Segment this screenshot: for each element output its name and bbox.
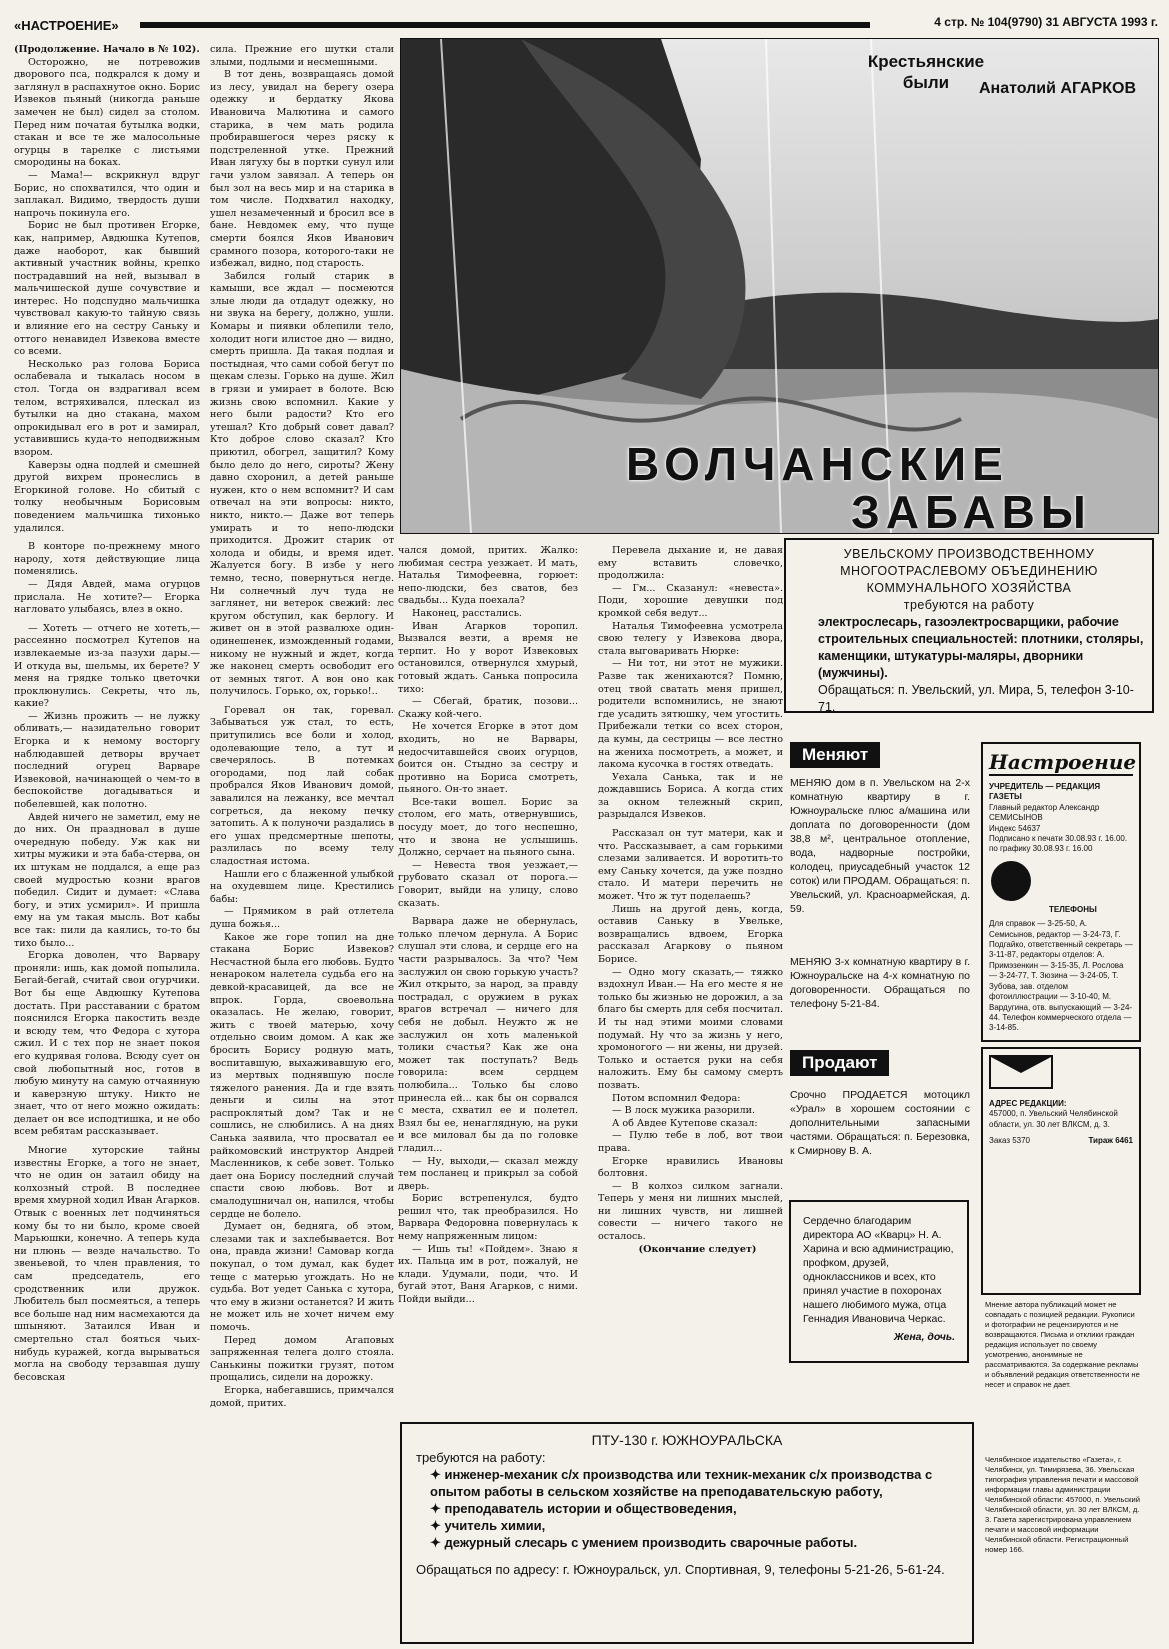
paragraph: чался домой, притих. Жалко: любимая сестра уезжает. И мать, Наталья Тимофеевна, горюет: непо-людски, без сватов, без свадьбы... Куда поехала? xyxy=(398,545,578,607)
continuation-note: (Продолжение. Начало в № 102). xyxy=(14,44,200,55)
paragraph: Многие хуторские тайны известны Егорке, а того не знает, что не один он затаил обиду на колхозный строй. В последнее время хмурной ходил Иван Агарков. Отвык с военных лет подчиняться кому бы то ни было, кроме своей Марьюшки, конечно. А теперь куда ни плюнь — везде начальство. То звеньевой, то член правления, то сам председатель, его сродственник или дружок. Любитель был посмеяться, а теперь все больше над ним насмехаются да шпыняют. Затаился Иван и смертельно стал бояться чьих-нибудь куражей, когда вырываться могла на свободу терзавшая душу бесовская xyxy=(14,1145,200,1383)
ad-line: МНОГООТРАСЛЕВОМУ ОБЪЕДИНЕНИЮ xyxy=(840,564,1098,578)
headline-line-2: ЗАБАВЫ xyxy=(851,486,1092,534)
paragraph: Наталья Тимофеевна усмотрела свою телегу у Извекова двора, стала выговаривать Нюрке: xyxy=(598,620,783,657)
paragraph: Егорка доволен, что Варвару проняли: ишь, как домой попылила. Бегай-бегай, считай свои огурчики. Вот бы еще Авдюшку Кутепова достать. При расставании с братом пояснился Егорка пакостить везде и всюду тем, что Федора с хутора сжил. И с тех пор не знает покоя его кудрявая голова. Всюду сует он свой любопытный нос, готов в любую минуту на самую отчаянную и каверзную штуку. Никто не знает, что от него можно ожидать: делает он все исподтишка, и не обо всем ребятам рассказывает. xyxy=(14,950,200,1138)
ptu-item: ✦ дежурный слесарь с умением производить сварочные работы. xyxy=(416,1534,958,1551)
paragraph: В конторе по-прежнему много народу, хотя действующие лица поменялись. xyxy=(14,541,200,578)
index: Индекс 54637 xyxy=(989,823,1041,833)
phones-title: ТЕЛЕФОНЫ xyxy=(1049,904,1097,914)
condolence-text: Сердечно благодарим директора АО «Кварц» Н. А. Харина и всю администрацию, профком, друзей, одноклассников и всех, кто принял участие в похоронах нашего любимого мужа, отца Геннадия Ивановича Черкас. xyxy=(803,1215,954,1325)
paragraph: — Ишь ты! «Пойдем». Знаю я их. Пальца им в рот, пожалуй, не клади. Удумали, поди, что. И бугай этот, Ваня Агарков, с ними. Пойди выйди... xyxy=(398,1243,578,1306)
address-label: АДРЕС РЕДАКЦИИ: xyxy=(989,1099,1067,1108)
issue-info: 4 стр. № 104(9790) 31 АВГУСТА 1993 г. xyxy=(934,15,1158,29)
paragraph: Борис встрепенулся, будто решил что, так преобразился. Но Варвара Федоровна повернулась к нему напряженным лицом: xyxy=(398,1193,578,1243)
ptu-item: ✦ инженер-механик с/х производства или техник-механик с/х производства с опытом работы в сельском хозяйстве на преподавательскую работу, xyxy=(416,1466,958,1500)
paragraph: Егорка, набегавшись, примчался домой, притих. xyxy=(210,1384,394,1409)
paragraph: Перед домом Агаповых запряженная телега долго стояла. Санькины пожитки грузят, потом прощались, сидели на дорожку. xyxy=(210,1334,394,1384)
story-column-2 xyxy=(210,44,394,1642)
paragraph: Уехала Санька, так и не дождавшись Бориса. А когда стих за окном тележный скрип, разрыдался Извеков. xyxy=(598,771,783,821)
address-box xyxy=(981,1047,1141,1295)
paragraph: Рассказал он тут матери, как и что. Рассказывает, а сам горькими слезами заливается. И воротить-то ему Саньку хочется, да уже поздно стало. И матери перечить не может. Что ж тут поделаешь? xyxy=(598,828,783,903)
author-name: Анатолий АГАРКОВ xyxy=(978,80,1136,97)
editorial-notes: Мнение автора публикаций может не совпадать с позицией редакции. Рукописи и фотографии не рецензируются и не возвращаются. Письма и отклики граждан редакция использует по своему усмотрению, анонимные не рассматриваются. За содержание рекламы и объявлений редакция ответственности не несет и справок не дает. xyxy=(985,1300,1140,1389)
ptu-item: ✦ учитель химии, xyxy=(416,1517,958,1534)
signed-date: Подписано к печати 30.08.93 г. 16.00. xyxy=(989,834,1128,844)
story-column-4 xyxy=(598,545,783,1390)
paragraph: В тот день, возвращаясь домой из лесу, увидал на берегу озера одежку и бердатку Якова Ивановича Малютина и самого старика, в чем мать родила пробиравшегося через ряску к подстреленной утке. Прежний Иван лягуху бы в портки сунул или гачи узлом завязал. А теперь он был зол на весь мир и на старика в том числе. Подхватил находку, ушел незамеченный и бросил все в бане. Невдомек ему, что пуще смерти боялся Яков Иванович срамного позора, которого-таки не избежал, видно, под старость. xyxy=(210,69,394,270)
paragraph: Все-таки вошел. Борис за столом, его мать, отвернувшись, посуду моет, до того неспешно, что и звона не услышишь. Должно, серчает на пьяного сына. xyxy=(398,796,578,859)
job-list: электрослесарь, газоэлектросварщики, рабочие строительных специальностей: плотники, столяры, каменщики, штукатуры-маляры, дворники (мужчины). xyxy=(818,615,1144,680)
paragraph: — Ни тот, ни этот не мужики. Разве так женихаются? Помню, отец твой сватать меня пришел, родители вспомнились, не знают где усадить зятюшку, чем угостить. Прибежали тетки со всех сторон, да кумы, да сестрицы — все лестно на жениха посмотреть, а может, и лакома кусочка в гостях отведать. xyxy=(598,658,783,771)
paragraph: — Дядя Авдей, мама огурцов прислала. Не хотите?— Егорка нагловато улыбаясь, влез в окно. xyxy=(14,578,200,616)
paragraph: Не хочется Егорке в этот дом входить, но не Варвары, недосчитавшейся своих огурцов, боится он. Стыдно за сестру и противно на Бориса смотреть, пьяного. Он-то знает. xyxy=(398,721,578,796)
publisher-info: Челябинское издательство «Газета», г. Челябинск, ул. Тимирязева, 36. Увельская типография управления печати и массовой информации главы администрации Челябинской области: 457000, п. Увельский Челябинской области, ул. 30 лет ВЛКСМ, д. 3. Газета зарегистрирована управлением печати и массовой информации Челябинской области. Регистрационный номер 166. xyxy=(985,1455,1140,1554)
newspaper-logo: Настроение xyxy=(989,750,1137,774)
story-column-3 xyxy=(398,545,578,1390)
print-info xyxy=(989,1136,1133,1146)
paragraph: Думает он, бедняга, об этом, слезами так и захлебывается. Вот она, правда жизни! Самовар когда покупал, о том думал, как будет теще с матерью угождать. Но не судьба. Вот уедет Санька с хутора, что ему в жизни останется? И жить не может иль не хочет ничем ему помочь. xyxy=(210,1221,394,1333)
paragraph: Забился голый старик в камыши, все ждал — посмеются злые люди да отдадут одежку, но ни звука на берегу, должно, ушли. Комары и пиявки облепили тело, холодит ноги илистое дно — видно, смерть пришла. Да такая подлая и постыдная, что сами собой бегут по щекам слезы. Горько на душе. Жил в грязи и умирает в болоте. Всю жизнь свою вспомнил. Какие у него были радости? Кто его утешал? Кто добрый совет давал? Кто доброе слово сказал? Кто приютил, обогрел, защитил? Кому было дело до него, сироты? Жену давно схоронил, а детей раньше нужен, кто о нем вспомнит? И сам отвечал на эти вопросы: никто, никто, никто.— Даже вот теперь умирать и то непо-людски приходится. Дрожит старик от холода и обиды, и время идет. Жалуется богу. В избе у него темно, тесно, повернуться негде. Ни солнечный луч туда не заглянет, ни ветерок свежий: лес кругом обступил, как берлогу. И живет он в этой развалюхе один-одинешенек, изможденный годами, никому не нужный и ждет, когда же наконец смерть освободит его от земных тягот. А вон оно как получилось. Горько, ох, горько!.. xyxy=(210,270,394,698)
ptu-title: ПТУ-130 г. ЮЖНОУРАЛЬСКА xyxy=(591,1432,783,1448)
paragraph: — Пулю тебе в лоб, вот твои права. xyxy=(598,1130,783,1154)
ad-line: УВЕЛЬСКОМУ ПРОИЗВОДСТВЕННОМУ xyxy=(843,547,1095,561)
paragraph: — В колхоз силком загнали. Теперь у меня ни лишних мыслей, ни лишних чувств, ни лишней совести — ничего такого не осталось. xyxy=(598,1180,783,1243)
rubric-title: Крестьянские были xyxy=(867,52,985,92)
paragraph: Потом вспомнил Федора: xyxy=(612,1092,741,1104)
telephone-icon xyxy=(991,861,1031,901)
paragraph: — Невеста твоя уезжает,— грубовато сказал от порога.— Говорит, выйди на улицу, слово сказать. xyxy=(398,859,578,909)
landscape-photo xyxy=(400,38,1159,534)
ad-contact: Обращаться: п. Увельский, ул. Мира, 5, телефон 3-10-71. xyxy=(818,683,1134,714)
paragraph: — В лоск мужика разорили. xyxy=(612,1105,756,1117)
paragraph: сила. Прежние его шутки стали злыми, подлыми и несмешными. xyxy=(210,44,394,68)
paragraph: — Одно могу сказать,— тяжко вздохнул Иван.— На его месте я не только бы жизнью не дорожил, а за благо бы смерть для себя посчитал. И ты над этими моими словами подумай. Ну что за жизнь у него, хромоногого — ни жены, ни друзей. Только и остается руки на себя наложить. Ему бы самому смерть позвать. xyxy=(598,966,783,1091)
paragraph: — Прямиком в рай отлетела душа божья... xyxy=(210,906,394,930)
paragraph: Варвара даже не обернулась, только плечом дернула. А Борис слушал эти слова, и сердце его на части разрывалось. За что? Чем заслужил он свою горькую участь? Жил открыто, за народ, за правду пострадал, с оружием в руках врагов встречал — ничего для себя не добыл. Неужто ж не заслужил он хоть маленькой толики счастья? Как же она может так поступать? Ведь говорила: всем сердцем полюбила... Только бы слово принесла ей... как бы он сорвался с места, схватил ее и полетел. Взял бы ее, ненаглядную, на руки и все миловал бы да по головке гладил... xyxy=(398,916,578,1154)
paragraph: Каверзы одна подлей и смешней другой вихрем пронеслись в Егоркиной голове. Но сбитый с толку необычным Борисовым поведением мальчишка тихонько удалился. xyxy=(14,459,200,534)
paragraph: Авдей ничего не заметил, ему не до них. Он праздновал в душе очередную победу. Уж как ни хитры мужики и эта баба-стерва, он их штукам не поддался, а еще раз своей мудростью козни врагов победил. Сидит и думает: «Слава богу, и этих усмирил». И пришла ему на ум такая мысль. Вот кабы все так: пили да каялись, то-то бы тихо было... xyxy=(14,811,200,949)
sell-tag: Продают xyxy=(790,1050,889,1076)
paragraph: — Гм... Сказанул: «невеста». Поди, хорошие девушки под кромкой себя ведут... xyxy=(598,582,783,619)
ptu-intro: требуются на работу: xyxy=(416,1450,546,1465)
paragraph: Наконец, расстались. xyxy=(412,607,522,619)
exchange-ad-2: МЕНЯЮ 3-х комнатную квартиру в г. Южноуральске на 4-х комнатную по договоренности. Обращаться по телефону 5-21-84. xyxy=(790,956,970,1010)
headline-line-1: ВОЛЧАНСКИЕ xyxy=(626,438,1009,490)
paragraph: А об Авдее Кутепове сказал: xyxy=(612,1117,758,1129)
ad-line: КОММУНАЛЬНОГО ХОЗЯЙСТВА xyxy=(866,581,1072,595)
paragraph: Перевела дыхание и, не давая ему вставить словечко, продолжила: xyxy=(598,545,783,582)
paragraph: — Ну, выходи,— сказал между тем посланец и прикрыл за собой дверь. xyxy=(398,1155,578,1192)
paragraph: — Сбегай, братик, позови... Скажу кой-чего. xyxy=(398,696,578,720)
paragraph: Горевал он так, горевал. Забываться уж стал, то есть, притупились все боли и холод, одолевающие тело, а тут и свечерялось. В потемках огородами, под лай собак пробрался Яков Иванович домой, завалился на лежанку, все мечтал согреться, да некому печку затопить. А к полуночи раздались в его ушах предсмертные шепоты, разлилась по всему телу сладостная истома. xyxy=(210,704,394,867)
exchange-ad-1: МЕНЯЮ дом в п. Увельском на 2-х комнатную квартиру в г. Южноуральске плюс а/машина или доплата по договоренности (дом 38,8 м², центральное отопление, вода, надворные постройки, колодец, приусадебный участок 12 соток) или ПРОДАМ. Обращаться: п. Увельский, ул. Красноармейская, д. 59. xyxy=(790,777,971,915)
address-text: 457000, п. Увельский Челябинской области, ул. 30 лет ВЛКСМ, д. 3. xyxy=(989,1109,1118,1129)
condolence-signature: Жена, дочь. xyxy=(893,1331,955,1343)
story-column-1 xyxy=(14,44,200,1642)
job-ad-ptu xyxy=(400,1422,974,1644)
condolence-ad xyxy=(789,1200,969,1363)
phones-list: Для справок — 3-25-50, А. Семисынов, редактор — 3-24-73, Г. Подгайко, ответственный секретарь — 3-11-87, редакторы отделов: А. Примэзенкин — 3-15-35, Л. Рослова — 3-24-77, Т. Зюзина — 3-24-05, Т. Зубова, зав. отделом фотоиллюстрации — 3-10-40, М. Вардугина, отв. выпускающий — 3-24-44. Телефон коммерческого отдела — 3-14-85. xyxy=(989,919,1133,1033)
paragraph: Осторожно, не потревожив дворового пса, подкрался к дому и заглянул в распахнутое окно. Борис Извеков пьяный (никогда раньше замечен не был) сидел за столом. Перед ним початая бутылка водки, стакан и все те же малосольные огурцы в тарелке с листьями смородины на боках. xyxy=(14,56,200,169)
paragraph: — Мама!— вскрикнул вдруг Борис, но спохватился, что один и заплакал. Видимо, твердость души напрочь покинула его. xyxy=(14,169,200,219)
job-ad-utility xyxy=(784,538,1154,713)
ad-line: требуются на работу xyxy=(903,598,1035,612)
schedule: по графику 30.08.93 г. 16.00 xyxy=(989,844,1093,854)
to-be-continued: (Окончание следует) xyxy=(638,1243,757,1255)
paragraph: Несколько раз голова Бориса ослабевала и тыкалась носом в стол. Тогда он вздрагивал всем телом, встряхивался, плескал из бутылки на дно стакана, махом опрокидывал его в рот и замирал, уставившись куда-то неподвижным взором. xyxy=(14,358,200,458)
founder: УЧРЕДИТЕЛЬ — РЕДАКЦИЯ ГАЗЕТЫ xyxy=(989,782,1101,802)
section-name: «НАСТРОЕНИЕ» xyxy=(14,18,119,33)
ptu-item: ✦ преподаватель истории и обществоведения, xyxy=(416,1500,958,1517)
paragraph: Какое же горе топил на дне стакана Борис Извеков? Несчастной была его любовь. Будто ненароком налетела судьба его на девкой-красавицей, да все не впрок. Горда, своевольна оказалась. Не желаю, говорит, жить с твоей матерью, хочу отдельно своим домом. А как же бросить Борису родную мать, воспитавшую, выхаживавшую его, из мертвых поднявшую после тяжелого ранения. Да и где взять деньги и силы на этот распроклятый дом? Так и не сошлись, не слюбились. А на днях Санька заявила, что просватал ее райкомовский инструктор Андрей Масленников, к себе зовет. Только дает она Борису последний случай спасти свою любовь. Вот и смалодушничал он, напился, чтобы сердце не болело. xyxy=(210,931,394,1220)
paragraph: Егорке нравились Ивановы болтовня. xyxy=(598,1155,783,1180)
paragraph: Борис не был противен Егорке, как, например, Авдюшка Кутепов, даже наоборот, как бывший активный участник войны, крепко пострадавший на ней, вызывал в мальчишеской душе сочувствие и интерес. Но подспудно мальчишка чувствовал какую-то тайную связь и влияние его на сестру Саньку и оттого ненавидел Извекова вместе со всеми. xyxy=(14,220,200,358)
paragraph: — Хотеть — отчего не хотеть,— рассеянно посмотрел Кутепов на извлекаемые из-за пазухи дары.— И откуда вы, шельмы, их берете? У меня на грядке только цветочки проклюнулись. Секреты, что ль, какие? xyxy=(14,622,200,710)
editor: Главный редактор Александр СЕМИСЫНОВ xyxy=(989,802,1100,823)
masthead xyxy=(981,742,1141,1042)
header-rule xyxy=(140,22,870,28)
envelope-icon xyxy=(989,1055,1053,1089)
paragraph: Лишь на другой день, когда, оставив Саньку в Увельке, возвращались вдвоем, Егорка рассказал Агаркову о пьяном Борисе. xyxy=(598,903,783,965)
paragraph: Иван Агарков торопил. Вызвался везти, а время не терпит. Но у ворот Извековых остановился, отвернулся хмурый, готовый ждать. Санька попросила тихо: xyxy=(398,620,578,695)
sell-ad: Срочно ПРОДАЕТСЯ мотоцикл «Урал» в хорошем состоянии с дополнительными запасными частями. Обращаться: п. Березовка, к Смирнову В. А. xyxy=(790,1089,970,1157)
paragraph: — Жизнь прожить — не лужку обливать,— назидательно говорит Егорка и к немому восторгу наблюдавшей детворы вручает последний огурец Варваре Извековой, начинающей о чем-то в беспокойстве догадываться и побелевшей, как полотно. xyxy=(14,710,200,811)
order-number: Заказ 5370 xyxy=(989,1136,1031,1146)
circulation: Тираж 6461 xyxy=(1088,1136,1133,1146)
exchange-tag: Меняют xyxy=(790,742,880,768)
ptu-contact: Обращаться по адресу: г. Южноуральск, ул. Спортивная, 9, телефоны 5-21-26, 5-61-24. xyxy=(416,1562,945,1577)
paragraph: Нашли его с блаженной улыбкой на охудевшем лице. Крестились бабы: xyxy=(210,868,394,905)
